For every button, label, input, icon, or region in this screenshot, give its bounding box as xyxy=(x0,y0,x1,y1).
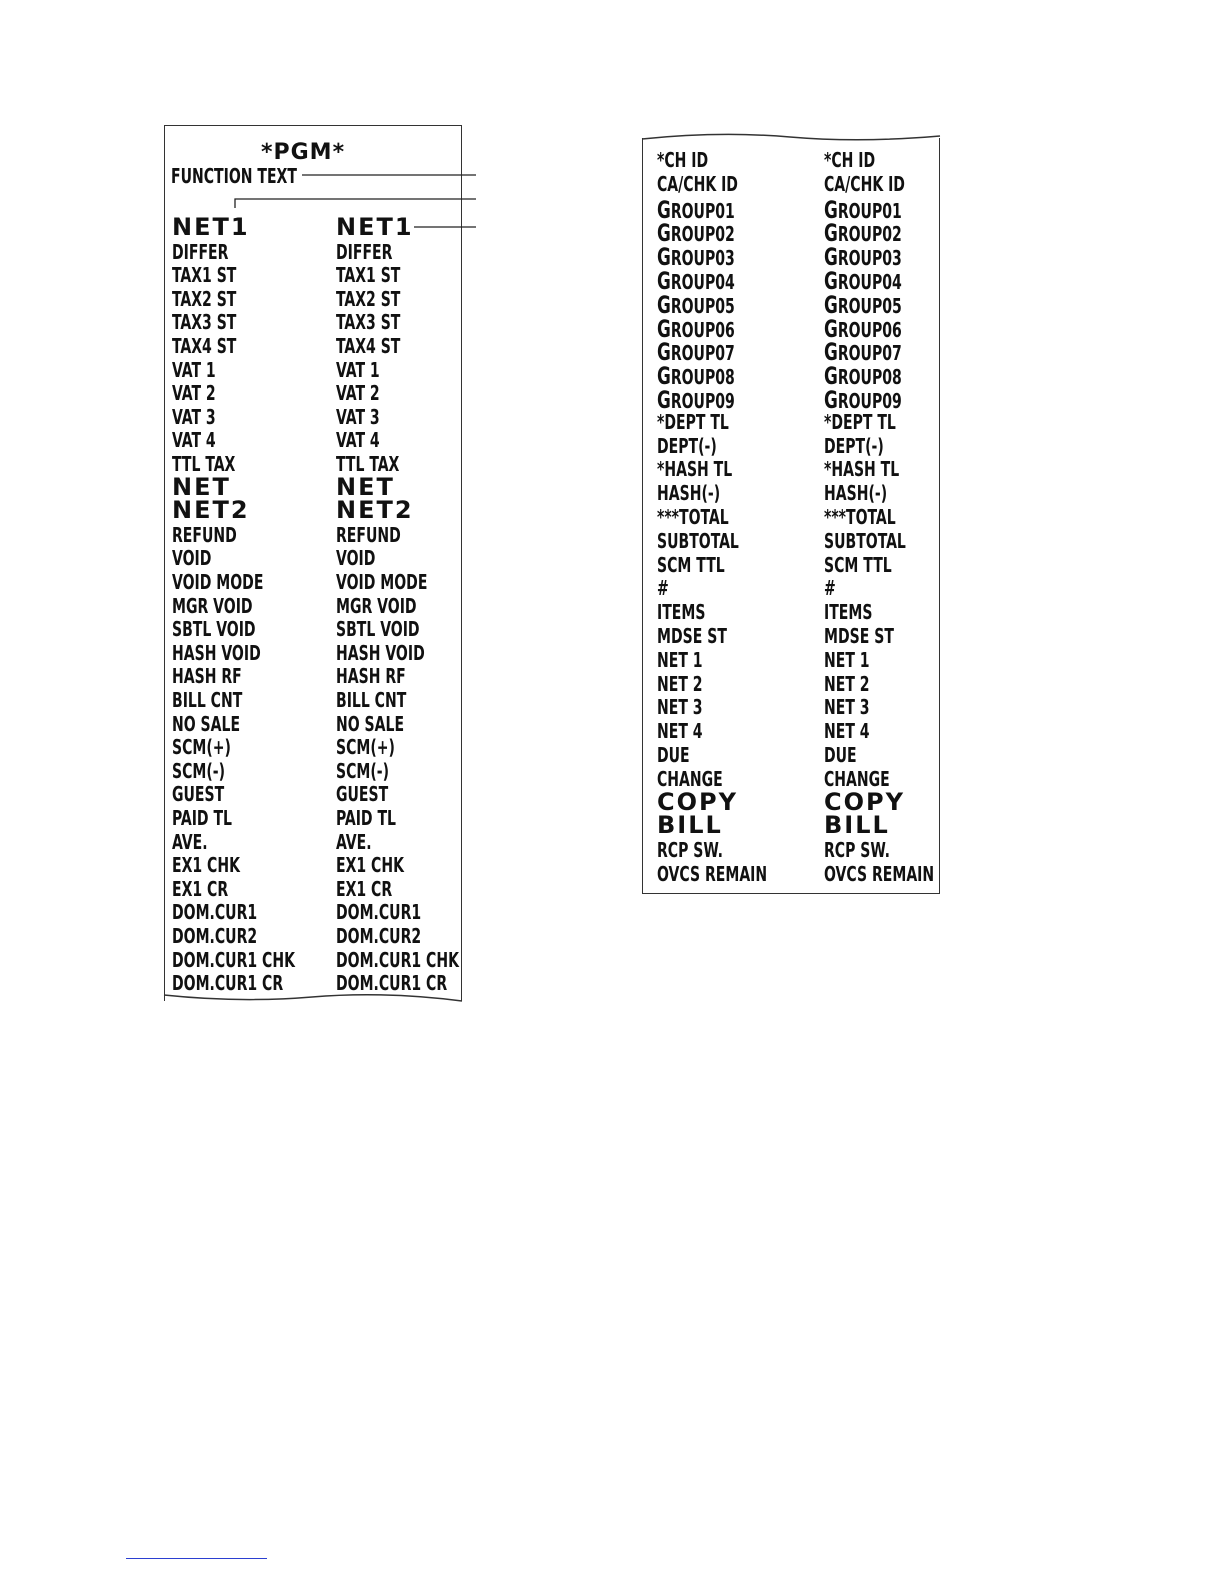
receipt-line-right: *CH ID xyxy=(824,148,876,172)
receipt-line-right xyxy=(824,314,902,343)
receipt-line-right: DEPT(-) xyxy=(824,433,884,458)
receipt-line-right: SCM(+) xyxy=(336,735,395,760)
receipt-line-right xyxy=(824,362,902,391)
group-rest: ROUP06 xyxy=(670,317,735,342)
group-rest: ROUP03 xyxy=(670,246,735,271)
receipt-line-right: DUE xyxy=(824,743,857,767)
receipt-line-right: TAX4 ST xyxy=(336,334,401,358)
receipt-line-right: SBTL VOID xyxy=(336,617,420,642)
receipt-line-right: MGR VOID xyxy=(336,593,417,618)
receipt-line-right: SUBTOTAL xyxy=(824,528,906,553)
receipt-line-right: BILL xyxy=(824,811,890,840)
receipt-line-left: VAT 1 xyxy=(172,357,216,382)
receipt-line-left: # xyxy=(657,576,669,601)
receipt-line-right: NET1 xyxy=(336,213,414,241)
receipt-line-right: DOM.CUR1 xyxy=(336,900,422,925)
receipt-line-left xyxy=(657,269,735,293)
receipt-line-right: PAID TL xyxy=(336,806,396,830)
receipt-line-left: SCM TTL xyxy=(657,552,725,577)
receipt-line-right: TAX1 ST xyxy=(336,263,401,288)
receipt-line-left: TAX1 ST xyxy=(172,263,237,288)
receipt-line-left: NET 1 xyxy=(657,647,703,672)
receipt-line-right: NET 1 xyxy=(824,647,870,672)
receipt-line-right: NET 2 xyxy=(824,671,870,696)
group-initial: G xyxy=(657,362,671,391)
receipt-line-left: SCM(+) xyxy=(172,735,231,760)
group-rest: ROUP01 xyxy=(670,198,735,223)
receipt-line-left: DUE xyxy=(657,743,690,767)
receipt-line-right: HASH(-) xyxy=(824,481,888,506)
receipt-line-left: OVCS REMAIN xyxy=(657,862,768,886)
group-rest: ROUP08 xyxy=(837,365,902,390)
receipt-line-right: NET xyxy=(336,472,395,501)
receipt-line-left: TAX2 ST xyxy=(172,286,237,311)
receipt-line-right: NO SALE xyxy=(336,711,405,736)
receipt-line-left: VOID MODE xyxy=(172,570,264,594)
group-rest: ROUP09 xyxy=(670,389,735,413)
receipt-line-left: *HASH TL xyxy=(657,457,733,482)
receipt-line-left: SBTL VOID xyxy=(172,617,256,642)
receipt-line-left: TTL TAX xyxy=(172,452,236,476)
group-initial: G xyxy=(824,386,838,414)
group-initial: G xyxy=(824,290,838,319)
group-rest: ROUP01 xyxy=(837,198,902,223)
receipt-line-right xyxy=(824,243,902,272)
group-rest: ROUP07 xyxy=(837,341,902,366)
receipt-line-right: RCP SW. xyxy=(824,838,890,863)
group-rest: ROUP09 xyxy=(837,389,902,413)
receipt-line-left: VAT 3 xyxy=(172,404,216,429)
group-initial: G xyxy=(657,290,671,319)
footnote-rule xyxy=(126,1558,267,1559)
group-initial: G xyxy=(657,314,671,343)
receipt-line-right: DOM.CUR1 CR xyxy=(336,971,448,996)
receipt-line-right: *DEPT TL xyxy=(824,409,896,434)
receipt-line-left: SCM(-) xyxy=(172,758,226,783)
group-rest: ROUP04 xyxy=(837,270,902,294)
group-initial: G xyxy=(824,219,838,248)
group-initial: G xyxy=(657,386,671,414)
receipt-line-left: ITEMS xyxy=(657,600,706,625)
receipt-title: *PGM* xyxy=(261,140,346,165)
group-rest: ROUP07 xyxy=(670,341,735,366)
receipt-line-left: EX1 CHK xyxy=(172,853,240,878)
group-initial: G xyxy=(824,338,838,367)
receipt-line-right: TAX3 ST xyxy=(336,310,401,335)
group-initial: G xyxy=(824,195,838,224)
receipt-line-left: *DEPT TL xyxy=(657,409,729,434)
receipt-line-left: AVE. xyxy=(172,829,208,854)
receipt-line-left: VAT 2 xyxy=(172,381,216,406)
receipt-pgm xyxy=(164,125,462,1001)
group-initial: G xyxy=(657,267,671,295)
receipt-line-right: DOM.CUR2 xyxy=(336,924,422,948)
receipt-line-right: NET2 xyxy=(336,496,414,525)
receipt-line-right: # xyxy=(824,576,836,601)
group-initial: G xyxy=(657,243,671,272)
receipt-line-left: DOM.CUR1 CHK xyxy=(172,947,295,972)
receipt-line-left: TAX4 ST xyxy=(172,334,237,358)
receipt-line-left xyxy=(657,219,735,248)
receipt-line-left: DOM.CUR2 xyxy=(172,924,258,948)
receipt-line-right: CHANGE xyxy=(824,766,890,791)
receipt-line-left: NO SALE xyxy=(172,711,241,736)
receipt-line-right xyxy=(824,219,902,248)
receipt-line-right: VAT 3 xyxy=(336,404,380,429)
group-initial: G xyxy=(824,243,838,272)
group-rest: ROUP02 xyxy=(670,222,735,247)
receipt-line-left: HASH RF xyxy=(172,664,242,689)
receipt-line-left xyxy=(657,388,735,412)
receipt-line-right: EX1 CR xyxy=(336,876,393,901)
receipt-line-left: NET 3 xyxy=(657,695,703,720)
receipt-line-right xyxy=(824,338,902,367)
receipt-line-left: TAX3 ST xyxy=(172,310,237,335)
receipt-line-right: VOID MODE xyxy=(336,570,428,594)
receipt-line-right: HASH VOID xyxy=(336,640,425,665)
receipt-line-left: DOM.CUR1 xyxy=(172,900,258,925)
receipt-line-left xyxy=(657,314,735,343)
receipt-line-right: TAX2 ST xyxy=(336,286,401,311)
receipt-line-left: VOID xyxy=(172,546,212,571)
receipt-line-left: *CH ID xyxy=(657,148,709,172)
receipt-line-right: *HASH TL xyxy=(824,457,900,482)
receipt-line-right: TTL TAX xyxy=(336,452,400,476)
receipt-line-right: BILL CNT xyxy=(336,688,407,712)
receipt-line-left: REFUND xyxy=(172,522,237,547)
group-initial: G xyxy=(657,338,671,367)
group-initial: G xyxy=(657,219,671,248)
receipt-line-left xyxy=(657,195,735,224)
group-rest: ROUP04 xyxy=(670,270,735,294)
receipt-line-left: VAT 4 xyxy=(172,428,216,453)
receipt-line-left: SUBTOTAL xyxy=(657,528,739,553)
receipt-line-left xyxy=(657,290,735,319)
receipt-line-left: ***TOTAL xyxy=(657,505,729,529)
receipt-line-right: CA/CHK ID xyxy=(824,171,905,196)
receipt-line-left: PAID TL xyxy=(172,806,232,830)
receipt-line-left: CA/CHK ID xyxy=(657,171,738,196)
receipt-line-right: EX1 CHK xyxy=(336,853,404,878)
receipt-line-right: NET 4 xyxy=(824,719,870,744)
receipt-line-right: ***TOTAL xyxy=(824,505,896,529)
receipt-line-right: OVCS REMAIN xyxy=(824,862,935,886)
receipt-line-left: COPY xyxy=(657,787,738,816)
receipt-line-left: NET 4 xyxy=(657,719,703,744)
receipt-line-right: MDSE ST xyxy=(824,624,894,648)
receipt-line-left xyxy=(657,338,735,367)
receipt-line-left: NET2 xyxy=(172,496,250,525)
receipt-line-left: NET xyxy=(172,472,231,501)
receipt-line-right xyxy=(824,269,902,293)
group-rest: ROUP06 xyxy=(837,317,902,342)
receipt-line-right: DIFFER xyxy=(336,239,393,264)
receipt-line-right: VOID xyxy=(336,546,376,571)
group-rest: ROUP05 xyxy=(670,293,735,318)
receipt-line-right: VAT 2 xyxy=(336,381,380,406)
receipt-line-left: HASH(-) xyxy=(657,481,721,506)
group-initial: G xyxy=(657,195,671,224)
receipt-line-left: BILL xyxy=(657,811,723,840)
receipt-line-right xyxy=(824,195,902,224)
receipt-line-right: HASH RF xyxy=(336,664,406,689)
receipt-line-left: BILL CNT xyxy=(172,688,243,712)
receipt-line-left xyxy=(657,362,735,391)
group-rest: ROUP08 xyxy=(670,365,735,390)
receipt-line-right: VAT 4 xyxy=(336,428,380,453)
receipt-line-right: NET 3 xyxy=(824,695,870,720)
receipt-line-left: MGR VOID xyxy=(172,593,253,618)
receipt-line-right: DOM.CUR1 CHK xyxy=(336,947,459,972)
receipt-line-left xyxy=(657,243,735,272)
group-rest: ROUP03 xyxy=(837,246,902,271)
group-rest: ROUP02 xyxy=(837,222,902,247)
receipt-line-left: MDSE ST xyxy=(657,624,727,648)
receipt-line-left: RCP SW. xyxy=(657,838,723,863)
receipt-line-left: HASH VOID xyxy=(172,640,261,665)
receipt-line-right xyxy=(824,290,902,319)
receipt-line-left: CHANGE xyxy=(657,766,723,791)
group-initial: G xyxy=(824,267,838,295)
receipt-line-right: AVE. xyxy=(336,829,372,854)
receipt-line-left: NET1 xyxy=(172,213,250,241)
receipt-line-left: DEPT(-) xyxy=(657,433,717,458)
receipt-line-left: NET 2 xyxy=(657,671,703,696)
receipt-line-left: DIFFER xyxy=(172,239,229,264)
receipt-line-right: COPY xyxy=(824,787,905,816)
group-initial: G xyxy=(824,314,838,343)
receipt-line-left: GUEST xyxy=(172,782,225,807)
receipt-line-left: DOM.CUR1 CR xyxy=(172,971,284,996)
group-rest: ROUP05 xyxy=(837,293,902,318)
receipt-continued xyxy=(642,138,940,894)
receipt-line-right: REFUND xyxy=(336,522,401,547)
receipt-line-right xyxy=(824,388,902,412)
receipt-line-right: ITEMS xyxy=(824,600,873,625)
receipt-line-left: EX1 CR xyxy=(172,876,229,901)
function-text-label: FUNCTION TEXT xyxy=(171,164,297,188)
receipt-line-right: SCM(-) xyxy=(336,758,390,783)
receipt-line-right: SCM TTL xyxy=(824,552,892,577)
group-initial: G xyxy=(824,362,838,391)
receipt-line-right: GUEST xyxy=(336,782,389,807)
receipt-line-right: VAT 1 xyxy=(336,357,380,382)
